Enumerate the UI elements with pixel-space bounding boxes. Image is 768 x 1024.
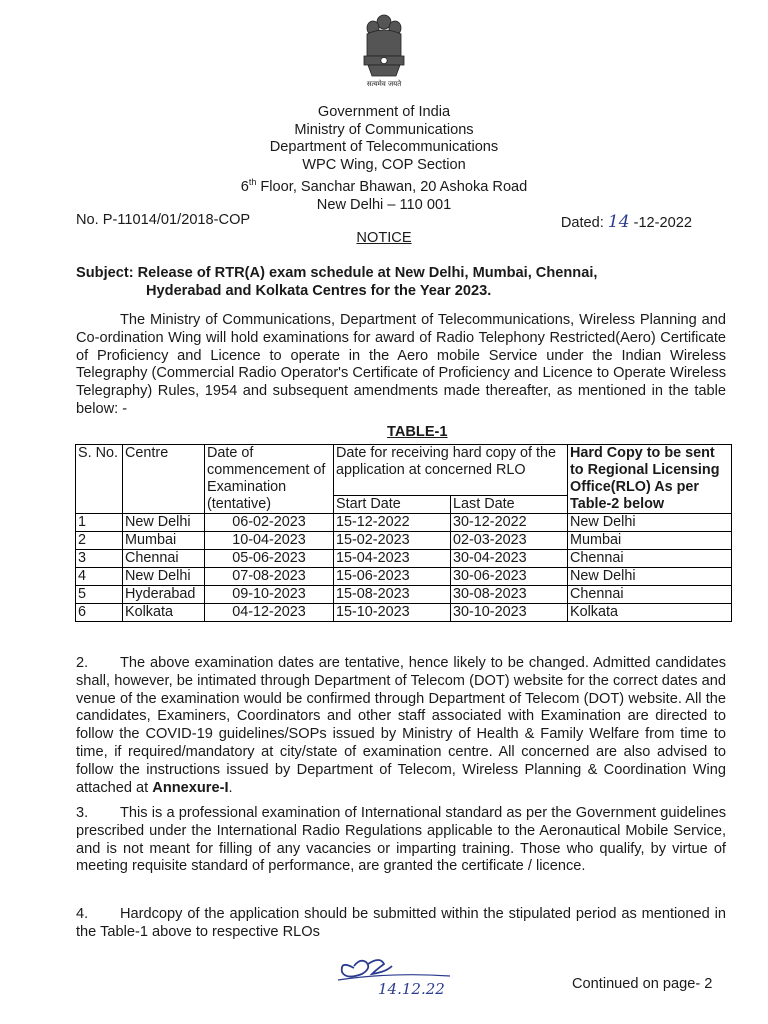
para-number: 4.: [76, 906, 89, 922]
cell-centre: New Delhi: [123, 514, 205, 532]
header-hard-copy: Hard Copy to be sent to Regional Licensing Office(RLO) As per Table-2 below: [568, 445, 732, 514]
paragraph-2: [76, 655, 726, 797]
cell-centre: New Delhi: [123, 568, 205, 586]
cell-rlo: Chennai: [568, 550, 732, 568]
table-row: [76, 532, 732, 550]
national-emblem-icon: [358, 12, 410, 92]
header-address-line: [0, 174, 768, 196]
para-text: The above examination dates are tentative, hence likely to be changed. Admitted candidates shall, however, be intimated through Department of Telecom (DOT) website for the correct dates and venue of the examination would be confirmed through Department of Telecom (DOT) website. All the candidates, Examiners, Coordinators and other staff associated with Examination are directed to follow the COVID-19 guidelines/SOPs issued by Ministry of Health & Family Welfare from time to time, if required/mandatory at city/state of examination centre. All concerned are also advised to follow the instructions issued by Department of Telecom, Wireless Planning & Coordination Wing attached at: [76, 655, 726, 796]
cell-start-date: 15-04-2023: [334, 550, 451, 568]
paragraph-4: [76, 906, 726, 942]
para-text: Hardcopy of the application should be submitted within the stipulated period as mentioned in the Table-1 above to respective RLOs: [76, 906, 726, 940]
para-end: .: [228, 779, 233, 796]
floor-ordinal: th: [248, 177, 257, 188]
cell-last-date: 30-04-2023: [451, 550, 568, 568]
subject: [76, 264, 726, 300]
cell-centre: Chennai: [123, 550, 205, 568]
header-date-of-exam: Date of commencement of Examination (tentative): [205, 445, 334, 514]
cell-sno: 4: [76, 568, 123, 586]
cell-start-date: 15-10-2023: [334, 604, 451, 622]
cell-last-date: 02-03-2023: [451, 532, 568, 550]
header-start-date: Start Date: [334, 496, 451, 514]
para-number: 3.: [76, 805, 89, 821]
cell-last-date: 30-06-2023: [451, 568, 568, 586]
cell-exam-date: 10-04-2023: [205, 532, 334, 550]
table-row: [76, 514, 732, 532]
cell-last-date: 30-10-2023: [451, 604, 568, 622]
cell-exam-date: 04-12-2023: [205, 604, 334, 622]
header-line: WPC Wing, COP Section: [302, 156, 466, 173]
para-number: 2.: [76, 655, 89, 671]
cell-sno: 2: [76, 532, 123, 550]
emblem-motto: सत्यमेव जयते: [366, 80, 402, 88]
handwritten-signature-icon: [332, 950, 452, 998]
table-row: [76, 586, 732, 604]
table-row: [76, 550, 732, 568]
continued-footer: Continued on page- 2: [572, 976, 713, 992]
cell-sno: 3: [76, 550, 123, 568]
cell-sno: 6: [76, 604, 123, 622]
paragraph-3: [76, 805, 726, 876]
cell-exam-date: 09-10-2023: [205, 586, 334, 604]
header-sno: S. No.: [76, 445, 123, 514]
floor-number: 6: [240, 179, 249, 196]
cell-rlo: Mumbai: [568, 532, 732, 550]
cell-rlo: Kolkata: [568, 604, 732, 622]
table-title: TABLE-1: [387, 424, 448, 440]
cell-start-date: 15-02-2023: [334, 532, 451, 550]
cell-exam-date: 06-02-2023: [205, 514, 334, 532]
cell-exam-date: 07-08-2023: [205, 568, 334, 586]
subject-line-1: Subject: Release of RTR(A) exam schedule at New Delhi, Mumbai, Chennai,: [76, 265, 598, 281]
annexure-ref: Annexure-I: [152, 779, 229, 796]
cell-centre: Mumbai: [123, 532, 205, 550]
notice-title: NOTICE: [356, 230, 412, 246]
table-row: [76, 568, 732, 586]
cell-sno: 5: [76, 586, 123, 604]
cell-start-date: 15-08-2023: [334, 586, 451, 604]
address-text: Floor, Sanchar Bhawan, 20 Ashoka Road: [256, 179, 528, 196]
cell-sno: 1: [76, 514, 123, 532]
paragraph-1: The Ministry of Communications, Department of Telecommunications, Wireless Planning and Co-ordination Wing will hold examinations for award of Radio Telephony Restricted(Aero) Certificate of Proficiency and Licence to operate in the Aero mobile Service under the Indian Wireless Telegraphy (Commercial Radio Operator's Certificate of Proficiency and Licence to Operate Wireless Telegraphy) Rules, 1954 and subsequent amendments made thereafter, as mentioned in the table below: -: [76, 312, 726, 417]
cell-start-date: 15-12-2022: [334, 514, 451, 532]
cell-centre: Kolkata: [123, 604, 205, 622]
header-line: Department of Telecommunications: [269, 139, 499, 156]
subject-line-2: Hyderabad and Kolkata Centres for the Year 2023.: [146, 283, 492, 299]
dated-label: Dated:: [560, 215, 604, 231]
cell-last-date: 30-12-2022: [451, 514, 568, 532]
cell-rlo: New Delhi: [568, 568, 732, 586]
cell-rlo: New Delhi: [568, 514, 732, 532]
date-line: [561, 212, 692, 232]
header-last-date: Last Date: [451, 496, 568, 514]
header-receiving-dates: Date for receiving hard copy of the application at concerned RLO: [334, 445, 568, 496]
cell-last-date: 30-08-2023: [451, 586, 568, 604]
header-centre: Centre: [123, 445, 205, 514]
header-line: New Delhi – 110 001: [316, 196, 452, 213]
exam-schedule-table: [75, 444, 732, 622]
header-line: Government of India: [317, 104, 451, 120]
signature-date: 14.12.22: [378, 980, 445, 998]
cell-exam-date: 05-06-2023: [205, 550, 334, 568]
table-row: [76, 604, 732, 622]
reference-number: No. P-11014/01/2018-COP: [76, 212, 251, 228]
cell-rlo: Chennai: [568, 586, 732, 604]
cell-centre: Hyderabad: [123, 586, 205, 604]
dated-day-handwritten: 14: [607, 212, 630, 232]
para-text: This is a professional examination of International standard as per the Government guidelines prescribed under the International Radio Regulations applicable to the Aeronautical Mobile Service, and is not meant for filling of any vacancies or imparting training. Those who qualify, by virtue of meeting requisite standard of performance, are granted the certificate / licence.: [76, 805, 726, 875]
header-line: Ministry of Communications: [294, 121, 474, 138]
cell-start-date: 15-06-2023: [334, 568, 451, 586]
dated-rest: -12-2022: [633, 215, 692, 231]
letterhead: [0, 104, 768, 214]
